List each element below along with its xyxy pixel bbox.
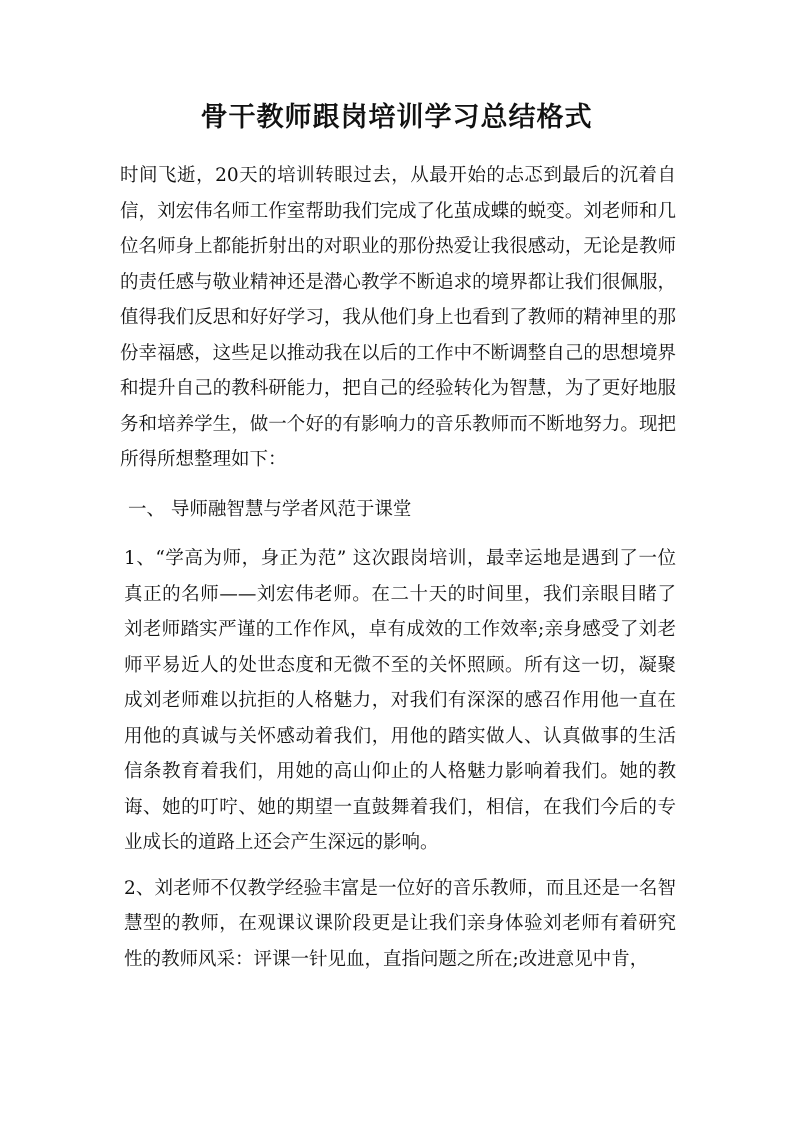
document-title: 骨干教师跟岗培训学习总结格式	[200, 102, 593, 133]
paragraph-item-1: 1、“学高为师，身正为范” 这次跟岗培训，最幸运地是遇到了一位真正的名师——刘宏伟老师。在二十天的时间里，我们亲眼目睹了刘老师踏实严谨的工作作风，卓有成效的工作效率;亲身感受了刘老师平易近人的处世态度和无微不至的关怀照顾。所有这一切，凝聚成刘老师难以抗拒的人格魅力，对我们有深深的感召作用他一直在用他的真诚与关怀感动着我们，用他的踏实做人、认真做事的生活信条教育着我们，用她的高山仰止的人格魅力影响着我们。她的教诲、她的叮咛、她的期望一直鼓舞着我们，相信，在我们今后的专业成长的道路上还会产生深远的影响。	[124, 548, 676, 853]
paragraph-item-2: 2、刘老师不仅教学经验丰富是一位好的音乐教师，而且还是一名智慧型的教师，在观课议课阶段更是让我们亲身体验刘老师有着研究性的教师风采：评课一针见血，直指问题之所在;改进意见中肯，	[124, 877, 676, 970]
section-heading-1: 一、 导师融智慧与学者风范于课堂	[128, 498, 412, 520]
document-body	[120, 158, 676, 977]
paragraph-intro: 时间飞逝，20天的培训转眼过去，从最开始的忐忑到最后的沉着自信，刘宏伟名师工作室帮助我们完成了化茧成蝶的蜕变。刘老师和几位名师身上都能折射出的对职业的那份热爱让我很感动，无论是教师的责任感与敬业精神还是潜心教学不断追求的境界都让我们很佩服，值得我们反思和好好学习，我从他们身上也看到了教师的精神里的那份幸福感，这些足以推动我在以后的工作中不断调整自己的思想境界和提升自己的教科研能力，把自己的经验转化为智慧，为了更好地服务和培养学生，做一个好的有影响力的音乐教师而不断地努力。现把所得所想整理如下：	[120, 165, 676, 470]
